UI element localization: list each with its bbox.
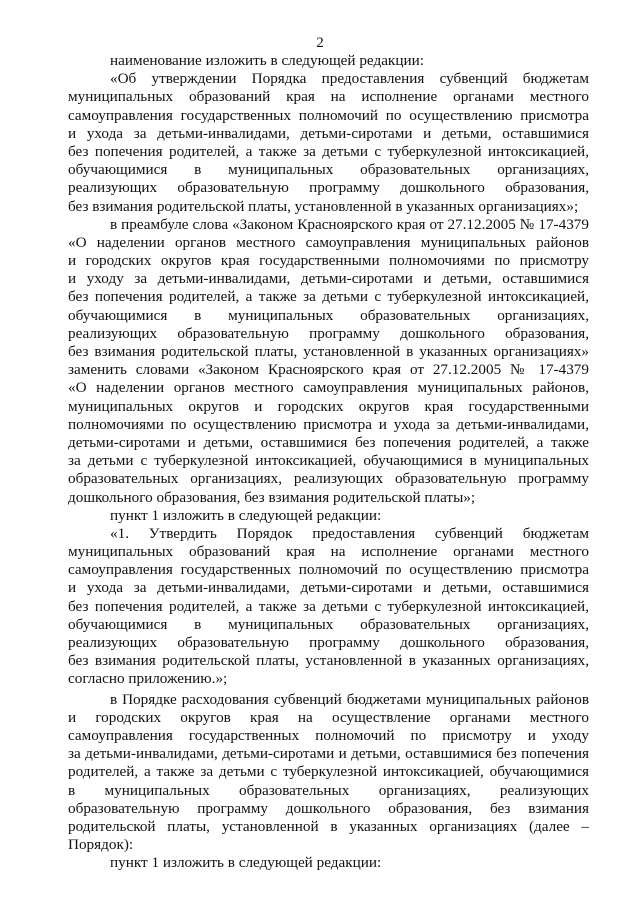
- text-line: без попечения родителей, а также за детьми с туберкулезной интоксикацией,: [68, 142, 589, 160]
- text-line: муниципальных образований края на исполнение органами местного: [68, 88, 589, 106]
- paragraph: [68, 216, 589, 507]
- text-line: Порядок):: [68, 836, 134, 854]
- text-line: без взимания родительской платы, установленной в указанных организациях»;: [68, 197, 579, 215]
- text-line: обучающимися в муниципальных образовательных организациях,: [68, 306, 589, 324]
- paragraph: [68, 854, 589, 872]
- paragraph: [68, 691, 589, 855]
- text-line: «1. Утвердить Порядок предоставления субвенций бюджетам: [110, 524, 589, 542]
- text-line: и городских округов края государственными полномочиями по присмотру: [68, 252, 589, 270]
- text-line: в преамбуле слова «Законом Красноярского края от 27.12.2005 № 17-4379: [110, 215, 589, 233]
- text-line: муниципальных образований края на исполнение органами местного: [68, 543, 589, 561]
- text-line: реализующих образовательную программу дошкольного образования,: [68, 179, 589, 197]
- text-line: за детьми-инвалидами, детьми-сиротами и детьми, оставшимися без попечения: [68, 745, 589, 763]
- document-body: [68, 52, 589, 872]
- text-line: без взимания родительской платы, установленной в указанных организациях»: [68, 343, 589, 360]
- text-line: «Об утверждении Порядка предоставления субвенций бюджетам: [110, 70, 589, 88]
- text-line: за детьми с туберкулезной интоксикацией, обучающимися в муниципальных: [68, 452, 589, 470]
- text-line: без попечения родителей, а также за детьми с туберкулезной интоксикацией,: [68, 288, 589, 306]
- text-line: и ухода за детьми-инвалидами, детьми-сиротами и детьми, оставшимися: [68, 579, 589, 597]
- page-number: 2: [316, 35, 324, 51]
- text-line: самоуправления государственных полномочий по осуществлению присмотра: [68, 561, 589, 579]
- paragraph: [68, 52, 589, 70]
- text-line: родительской платы, установленной в указанных организациях (далее –: [68, 817, 589, 835]
- text-line: образовательную программу дошкольного образования, без взимания: [68, 799, 589, 817]
- text-line: в муниципальных образовательных организациях, реализующих: [68, 781, 589, 799]
- text-line: реализующих образовательную программу дошкольного образования,: [68, 634, 589, 651]
- text-line: детьми-сиротами и детьми, оставшимися без попечения родителей, а также: [68, 433, 589, 451]
- text-line: обучающимися в муниципальных образовательных организациях,: [68, 161, 589, 179]
- paragraph: [68, 525, 589, 689]
- paragraph: [68, 507, 589, 525]
- text-line: «О наделении органов местного самоуправления муниципальных районов,: [68, 379, 589, 397]
- text-line: заменить словами «Законом Красноярского края от 27.12.2005 № 17-4379: [68, 361, 589, 379]
- text-line: согласно приложению.»;: [68, 670, 228, 688]
- text-line: и городских округов края на осуществление органами местного: [68, 708, 589, 726]
- text-line: самоуправления государственных полномочий по присмотру и уходу: [68, 726, 589, 744]
- text-line: обучающимися в муниципальных образовательных организациях,: [68, 615, 589, 633]
- text-line: образовательных организациях, реализующих образовательную программу: [68, 470, 589, 488]
- text-line: в Порядке расходования субвенций бюджетами муниципальных районов: [110, 690, 589, 708]
- text-line: реализующих образовательную программу дошкольного образования,: [68, 324, 589, 342]
- text-line: родителей, а также за детьми с туберкулезной интоксикацией, обучающимися: [68, 763, 589, 781]
- text-line: пункт 1 изложить в следующей редакции:: [110, 506, 382, 524]
- text-line: и уходу за детьми-инвалидами, детьми-сиротами и детьми, оставшимися: [68, 270, 589, 288]
- text-line: муниципальных округов и городских округов края государственными: [68, 397, 589, 415]
- text-line: и ухода за детьми-инвалидами, детьми-сиротами и детьми, оставшимися: [68, 124, 589, 142]
- text-line: без взимания родительской платы, установленной в указанных организациях,: [68, 652, 589, 670]
- text-line: без попечения родителей, а также за детьми с туберкулезной интоксикацией,: [68, 597, 589, 615]
- text-line: «О наделении органов местного самоуправления муниципальных районов: [68, 233, 589, 251]
- text-line: полномочиями по осуществлению присмотра и ухода за детьми-инвалидами,: [68, 415, 589, 433]
- text-line: самоуправления государственных полномочий по осуществлению присмотра: [68, 106, 589, 124]
- text-line: наименование изложить в следующей редакции:: [110, 52, 424, 69]
- text-line: дошкольного образования, без взимания родительской платы»;: [68, 488, 476, 506]
- text-line: пункт 1 изложить в следующей редакции:: [110, 854, 382, 872]
- paragraph: [68, 70, 589, 216]
